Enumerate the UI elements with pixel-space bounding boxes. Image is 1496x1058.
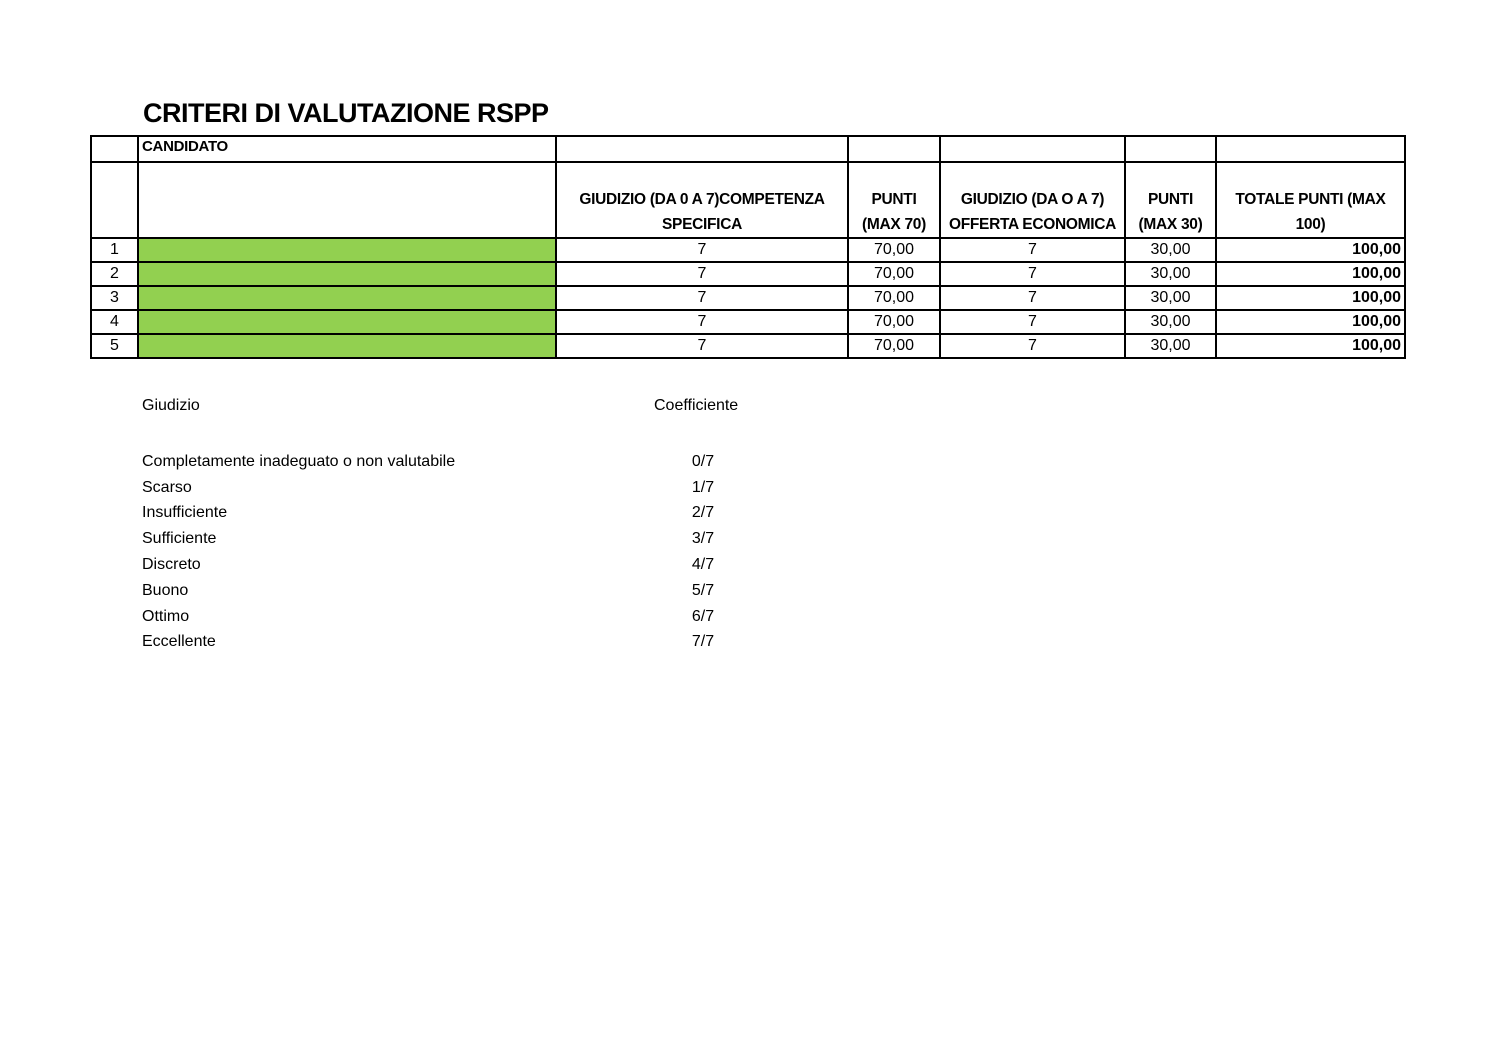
empty-cell [848,136,940,162]
legend-value: 5/7 [691,581,715,599]
table-row [91,238,1405,262]
giudizio-offerta-cell: 7 [940,238,1125,262]
candidate-name-cell [138,238,556,262]
giudizio-competenza-cell: 7 [556,334,848,358]
empty-cell [138,162,556,238]
empty-cell [940,136,1125,162]
totale-cell: 100,00 [1216,286,1405,310]
table-row [91,310,1405,334]
legend-value: 7/7 [691,633,715,651]
giudizio-offerta-cell: 7 [940,262,1125,286]
legend-label: Buono [142,581,189,599]
legend-value: 6/7 [691,607,715,625]
row-number: 4 [91,310,138,334]
row-number: 2 [91,262,138,286]
candidate-name-cell [138,310,556,334]
row-number: 1 [91,238,138,262]
totale-cell: 100,00 [1216,262,1405,286]
punti-70-cell: 70,00 [848,310,940,334]
giudizio-offerta-cell: 7 [940,334,1125,358]
giudizio-competenza-cell: 7 [556,238,848,262]
legend-item [142,526,718,552]
totale-cell: 100,00 [1216,310,1405,334]
legend-header-giudizio: Giudizio [142,397,200,414]
legend-label: Insufficiente [142,504,228,522]
row-number: 3 [91,286,138,310]
punti-30-cell: 30,00 [1125,310,1216,334]
legend-label: Discreto [142,556,201,574]
col-header-punti-30: PUNTI (MAX 30) [1125,162,1216,238]
punti-70-cell: 70,00 [848,334,940,358]
punti-30-cell: 30,00 [1125,334,1216,358]
empty-cell [1125,136,1216,162]
legend-table [142,449,718,655]
giudizio-offerta-cell: 7 [940,286,1125,310]
table-header-row-2 [91,162,1405,238]
candidate-name-cell [138,334,556,358]
legend-header-coefficiente: Coefficiente [654,397,739,414]
legend-item [142,449,718,475]
col-header-giudizio-competenza: GIUDIZIO (DA 0 A 7)COMPETENZA SPECIFICA [556,162,848,238]
empty-cell [556,136,848,162]
punti-70-cell: 70,00 [848,286,940,310]
totale-cell: 100,00 [1216,238,1405,262]
giudizio-offerta-cell: 7 [940,310,1125,334]
giudizio-competenza-cell: 7 [556,262,848,286]
legend-value: 2/7 [691,504,715,522]
legend-item [142,475,718,501]
col-header-punti-70: PUNTI (MAX 70) [848,162,940,238]
legend-label: Eccellente [142,633,216,651]
legend-item [142,604,718,630]
legend-item [142,630,718,656]
punti-30-cell: 30,00 [1125,286,1216,310]
legend-label: Completamente inadeguato o non valutabile [142,452,456,470]
candidate-header: CANDIDATO [138,136,556,162]
legend-label: Ottimo [142,607,190,625]
empty-cell [1216,136,1405,162]
evaluation-table [90,135,1406,359]
legend-item [142,578,718,604]
legend-value: 0/7 [691,452,715,470]
giudizio-competenza-cell: 7 [556,310,848,334]
punti-30-cell: 30,00 [1125,262,1216,286]
punti-70-cell: 70,00 [848,238,940,262]
legend-item [142,501,718,527]
legend-label: Sufficiente [142,530,217,548]
legend-item [142,552,718,578]
row-number: 5 [91,334,138,358]
empty-cell [91,162,138,238]
col-header-giudizio-offerta: GIUDIZIO (DA O A 7) OFFERTA ECONOMICA [940,162,1125,238]
candidate-name-cell [138,286,556,310]
table-row [91,286,1405,310]
punti-70-cell: 70,00 [848,262,940,286]
candidate-name-cell [138,262,556,286]
legend-value: 3/7 [691,530,715,548]
giudizio-competenza-cell: 7 [556,286,848,310]
punti-30-cell: 30,00 [1125,238,1216,262]
legend-label: Scarso [142,478,192,496]
col-header-totale: TOTALE PUNTI (MAX 100) [1216,162,1405,238]
table-header-row-1 [91,136,1405,162]
legend-value: 4/7 [691,556,715,574]
totale-cell: 100,00 [1216,334,1405,358]
empty-cell [91,136,138,162]
page-title: CRITERI DI VALUTAZIONE RSPP [143,98,549,128]
legend-value: 1/7 [691,478,715,496]
table-row [91,262,1405,286]
table-row [91,334,1405,358]
